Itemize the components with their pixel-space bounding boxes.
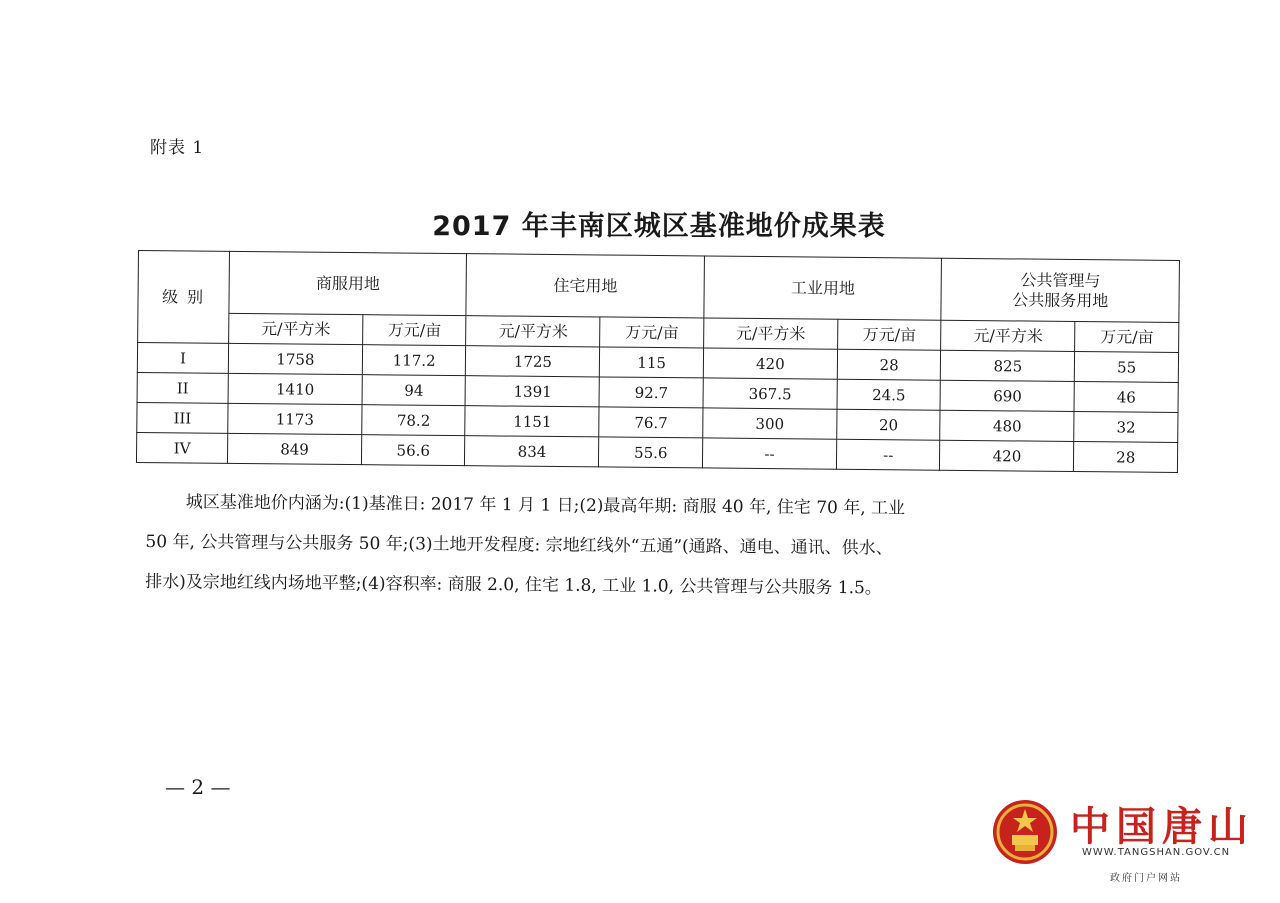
table-cell: -- [702,438,836,469]
annex-label: 附表 1 [150,138,205,158]
unit-header: 元/平方米 [704,318,838,349]
table-cell: 420 [703,348,837,379]
table-cell: 1758 [228,343,362,374]
table-cell: 1173 [228,403,362,434]
logo-url: WWW.TANGSHAN.GOV.CN [1082,847,1231,858]
table-cell: 420 [940,440,1074,471]
table-cell: 28 [837,349,941,380]
notes-line: 城区基准地价内涵为:(1)基准日: 2017 年 1 月 1 日;(2)最高年期: 商服 40 年, 住宅 70 年, 工业 [185,492,906,519]
table-cell: 92.7 [599,377,703,408]
page-title: 2017 年丰南区城区基准地价成果表 [432,211,886,242]
notes-line: 排水)及宗地红线内场地平整;(4)容积率: 商服 2.0, 住宅 1.8, 工业 1.0, 公共管理与公共服务 1.5。 [145,571,882,599]
unit-header: 万元/亩 [600,317,704,348]
category-header-line: 公共服务用地 [1012,289,1109,310]
unit-header: 万元/亩 [1075,322,1179,353]
table-cell: 1391 [466,376,600,407]
table-cell: 46 [1074,381,1178,412]
table-cell: 300 [703,408,837,439]
table-cell: 367.5 [703,378,837,409]
national-emblem-icon [990,797,1060,867]
table-cell: 849 [227,433,361,464]
category-header-line: 公共管理与 [1020,270,1101,291]
table-cell: 56.6 [361,435,465,466]
table-cell: 480 [940,410,1074,441]
watermark-logo [990,795,1260,895]
logo-name: 中国唐山 [1070,803,1254,850]
table-cell: 117.2 [362,345,466,376]
table-cell: 1410 [228,373,362,404]
table-cell: 24.5 [837,379,941,410]
page-number: — 2 — [165,775,231,799]
table-cell: 690 [940,380,1074,411]
table-cell: 825 [941,350,1075,381]
category-header: 商服用地 [229,251,467,315]
table-cell: 76.7 [599,407,703,438]
table-cell: 834 [465,436,599,467]
table-cell: 55 [1075,351,1179,382]
logo-subtitle: 政府门户网站 [1110,873,1182,884]
level-cell: III [137,402,228,433]
table-cell: 78.2 [362,405,466,436]
unit-header: 元/平方米 [941,320,1075,351]
table-cell: 55.6 [599,437,703,468]
level-cell: II [137,372,228,403]
table-cell: -- [836,439,940,470]
table-cell: 94 [362,375,466,406]
unit-header: 万元/亩 [363,315,467,346]
unit-header: 万元/亩 [838,319,942,350]
level-header: 级 别 [138,251,230,344]
level-cell: I [137,343,228,374]
table-cell: 32 [1074,411,1178,442]
table-cell: 1151 [465,406,599,437]
level-cell: IV [136,432,227,463]
category-header: 住宅用地 [466,254,704,318]
table-cell: 28 [1074,441,1178,472]
unit-header: 元/平方米 [229,313,363,344]
land-price-table [136,250,1180,473]
land-price-notes [145,482,1186,611]
table-cell: 115 [600,347,704,378]
table-cell: 1725 [466,346,600,377]
category-header: 工业用地 [704,256,942,320]
unit-header: 元/平方米 [466,316,600,347]
table-cell: 20 [837,409,941,440]
notes-line: 50 年, 公共管理与公共服务 50 年;(3)土地开发程度: 宗地红线外“五通”(通路、通电、通讯、供水、 [145,531,893,559]
category-header-public [941,258,1179,322]
